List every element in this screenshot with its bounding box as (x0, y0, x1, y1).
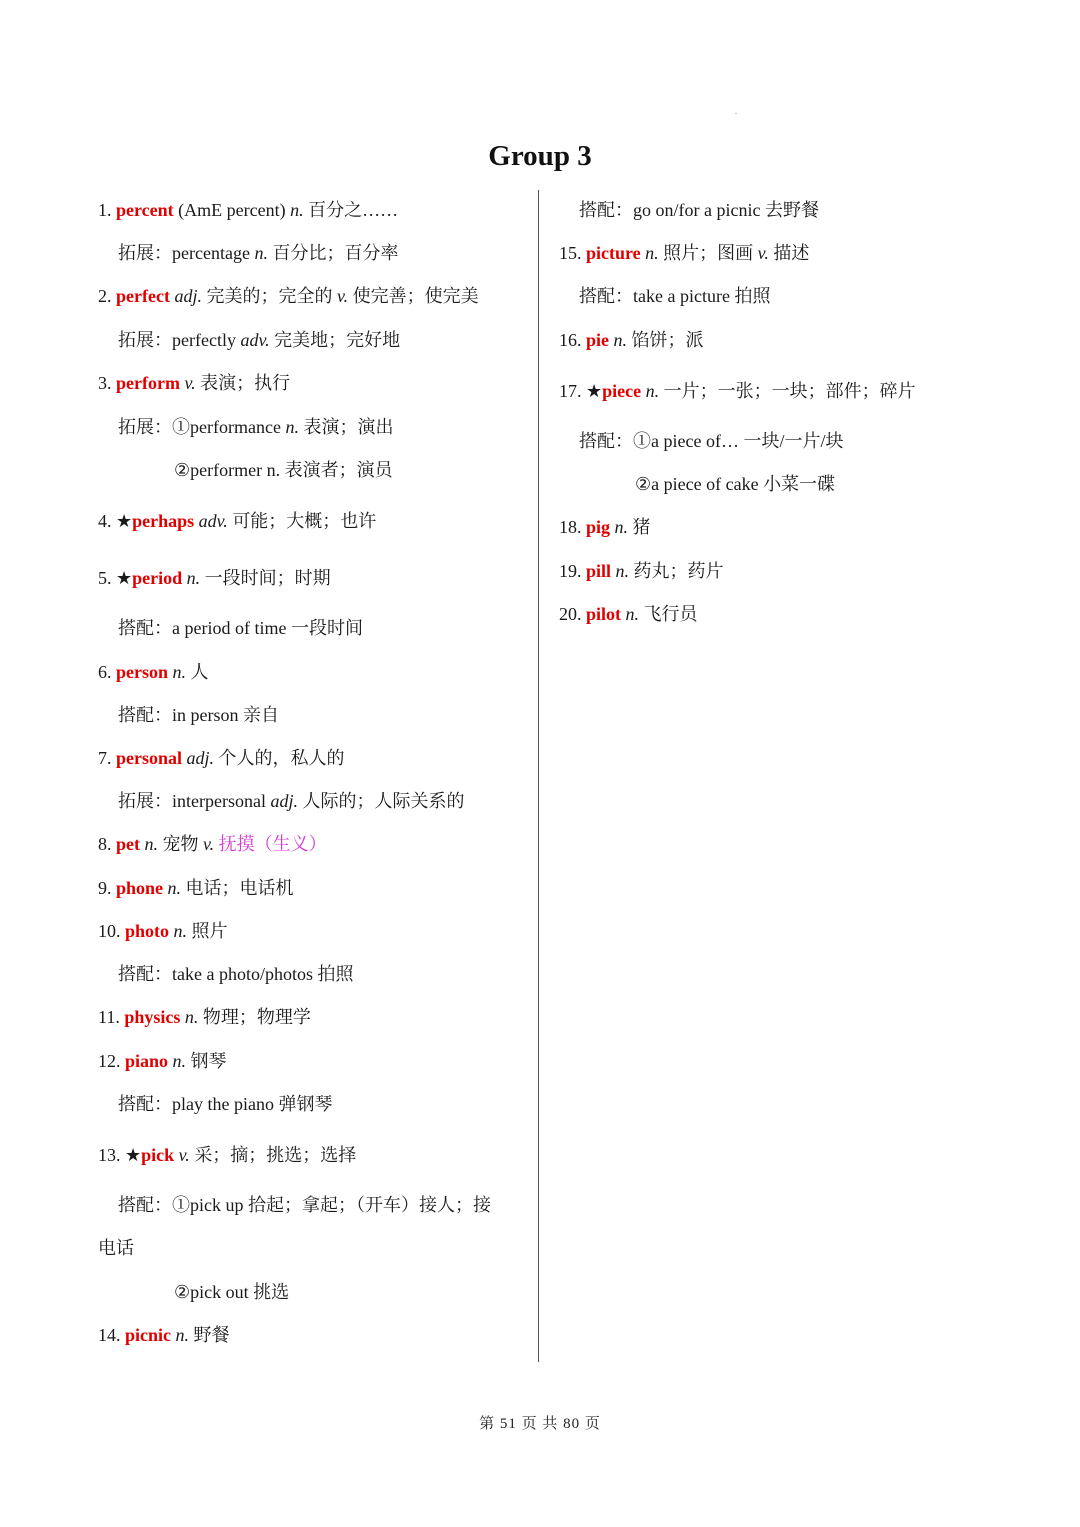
entry-6-collocation: 搭配：in person 亲自 (118, 705, 279, 725)
entry-3: 3. perform v. 表演；执行 (98, 373, 291, 393)
star-icon: ★ (586, 381, 603, 401)
entry-16: 16. pie n. 馅饼；派 (559, 330, 704, 350)
entry-3-extension-2: ②performer n. 表演者；演员 (174, 460, 393, 480)
entry-13-collocation-2: ②pick out 挑选 (174, 1282, 290, 1302)
star-icon: ★ (116, 511, 133, 531)
entry-6: 6. person n. 人 (98, 662, 209, 682)
entry-7-extension: 拓展：interpersonal adj. 人际的；人际关系的 (118, 791, 465, 811)
entry-9: 9. phone n. 电话；电话机 (98, 878, 294, 898)
entry-17-collocation-2: ②a piece of cake 小菜一碟 (635, 474, 836, 494)
entry-15: 15. picture n. 照片；图画 v. 描述 (559, 243, 810, 263)
headword: pilot (586, 604, 622, 624)
entry-13-collocation-cont: 电话 (98, 1238, 134, 1258)
headword: period (132, 568, 183, 588)
headword: perhaps (132, 511, 195, 531)
entry-8: 8. pet n. 宠物 v. 抚摸（生义） (98, 834, 327, 854)
entry-20: 20. pilot n. 飞行员 (559, 604, 698, 624)
entry-5-collocation: 搭配：a period of time 一段时间 (118, 618, 363, 638)
entry-2: 2. perfect adj. 完美的；完全的 v. 使完善；使完美 (98, 286, 479, 306)
entry-19: 19. pill n. 药丸；药片 (559, 561, 724, 581)
headword: piano (125, 1051, 169, 1071)
entry-1: 1. percent (AmE percent) n. 百分之…… (98, 200, 399, 220)
headword: pie (586, 330, 610, 350)
entry-15-collocation: 搭配：take a picture 拍照 (579, 286, 771, 306)
entry-17: 17. ★piece n. 一片；一张；一块；部件；碎片 (559, 381, 916, 401)
entry-3-extension: 拓展：①performance n. 表演；演出 (118, 417, 394, 437)
headword: phone (116, 878, 164, 898)
entry-13: 13. ★pick v. 采；摘；挑选；选择 (98, 1145, 357, 1165)
headword: percent (116, 200, 174, 220)
headword: personal (116, 748, 183, 768)
headword: perform (116, 373, 180, 393)
entry-17-collocation: 搭配：①a piece of… 一块/一片/块 (579, 431, 844, 451)
entry-1-extension: 拓展：percentage n. 百分比；百分率 (118, 243, 399, 263)
entry-11: 11. physics n. 物理；物理学 (98, 1007, 311, 1027)
entry-5: 5. ★period n. 一段时间；时期 (98, 568, 331, 588)
entry-2-extension: 拓展：perfectly adv. 完美地；完好地 (118, 330, 401, 350)
headword: pill (586, 561, 612, 581)
headword: photo (125, 921, 170, 941)
page-footer: 第 51 页 共 80 页 (479, 1416, 601, 1432)
entry-4: 4. ★perhaps adv. 可能；大概；也许 (98, 511, 377, 531)
entry-12: 12. piano n. 钢琴 (98, 1051, 227, 1071)
entry-7: 7. personal adj. 个人的，私人的 (98, 748, 345, 768)
headword: piece (602, 381, 642, 401)
headword: perfect (116, 286, 170, 306)
star-icon: ★ (116, 568, 133, 588)
headword: picture (586, 243, 641, 263)
headword: pick (141, 1145, 175, 1165)
entry-13-collocation: 搭配：①pick up 拾起；拿起；（开车）接人；接 (118, 1195, 491, 1215)
page-title: Group 3 (488, 140, 592, 172)
extended-meaning: 抚摸（生义） (218, 834, 327, 854)
headword: picnic (125, 1325, 172, 1345)
entry-18: 18. pig n. 猪 (559, 517, 651, 537)
headword: pet (116, 834, 140, 854)
headword: person (116, 662, 169, 682)
headword: physics (124, 1007, 181, 1027)
headword: pig (586, 517, 611, 537)
column-divider (538, 190, 539, 1362)
entry-12-collocation: 搭配：play the piano 弹钢琴 (118, 1094, 333, 1114)
entry-10: 10. photo n. 照片 (98, 921, 228, 941)
star-icon: ★ (125, 1145, 142, 1165)
stray-dot (735, 113, 737, 114)
entry-14-collocation: 搭配：go on/for a picnic 去野餐 (579, 200, 819, 220)
entry-14: 14. picnic n. 野餐 (98, 1325, 230, 1345)
entry-10-collocation: 搭配：take a photo/photos 拍照 (118, 964, 354, 984)
